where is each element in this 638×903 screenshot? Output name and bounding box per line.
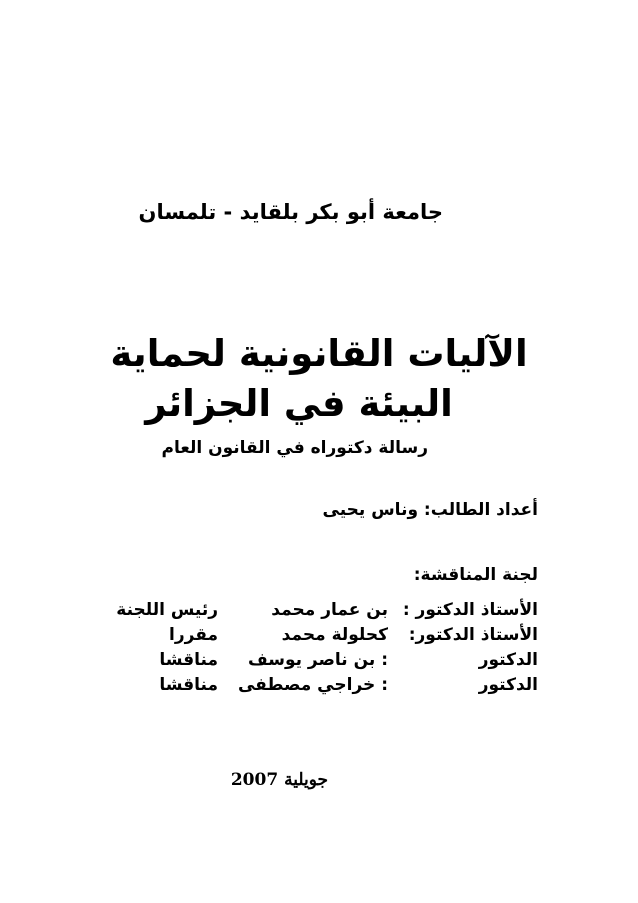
committee-member-row	[98, 650, 538, 674]
member-name: بن عمار محمد	[271, 600, 388, 620]
thesis-subtitle: رسالة دكتوراه في القانون العام	[161, 438, 428, 458]
member-role: مقررا	[169, 625, 218, 645]
member-name: : بن ناصر يوسف	[247, 650, 388, 670]
committee-member-row	[98, 600, 538, 624]
committee-heading: لجنة المناقشة:	[413, 565, 538, 585]
member-title: الدكتور	[478, 675, 538, 695]
university-name: جامعة أبو بكر بلقايد - تلمسان	[138, 200, 443, 224]
prepared-by: أعداد الطالب: وناس يحيى	[322, 500, 538, 520]
member-title: الأستاذ الدكتور :	[402, 600, 538, 620]
committee-member-row	[98, 675, 538, 699]
member-name: كحلولة محمد	[281, 625, 388, 645]
committee-member-row	[98, 625, 538, 649]
defense-date: جويلية 2007	[230, 770, 328, 790]
member-title: الأستاذ الدكتور:	[408, 625, 538, 645]
member-role: مناقشا	[159, 675, 218, 695]
thesis-title-line-2: البيئة في الجزائر	[145, 382, 453, 425]
thesis-title-line-1: الآليات القانونية لحماية	[110, 332, 528, 375]
member-role: مناقشا	[159, 650, 218, 670]
member-name: : خراجي مصطفى	[237, 675, 388, 695]
member-role: رئيس اللجنة	[116, 600, 218, 620]
member-title: الدكتور	[478, 650, 538, 670]
